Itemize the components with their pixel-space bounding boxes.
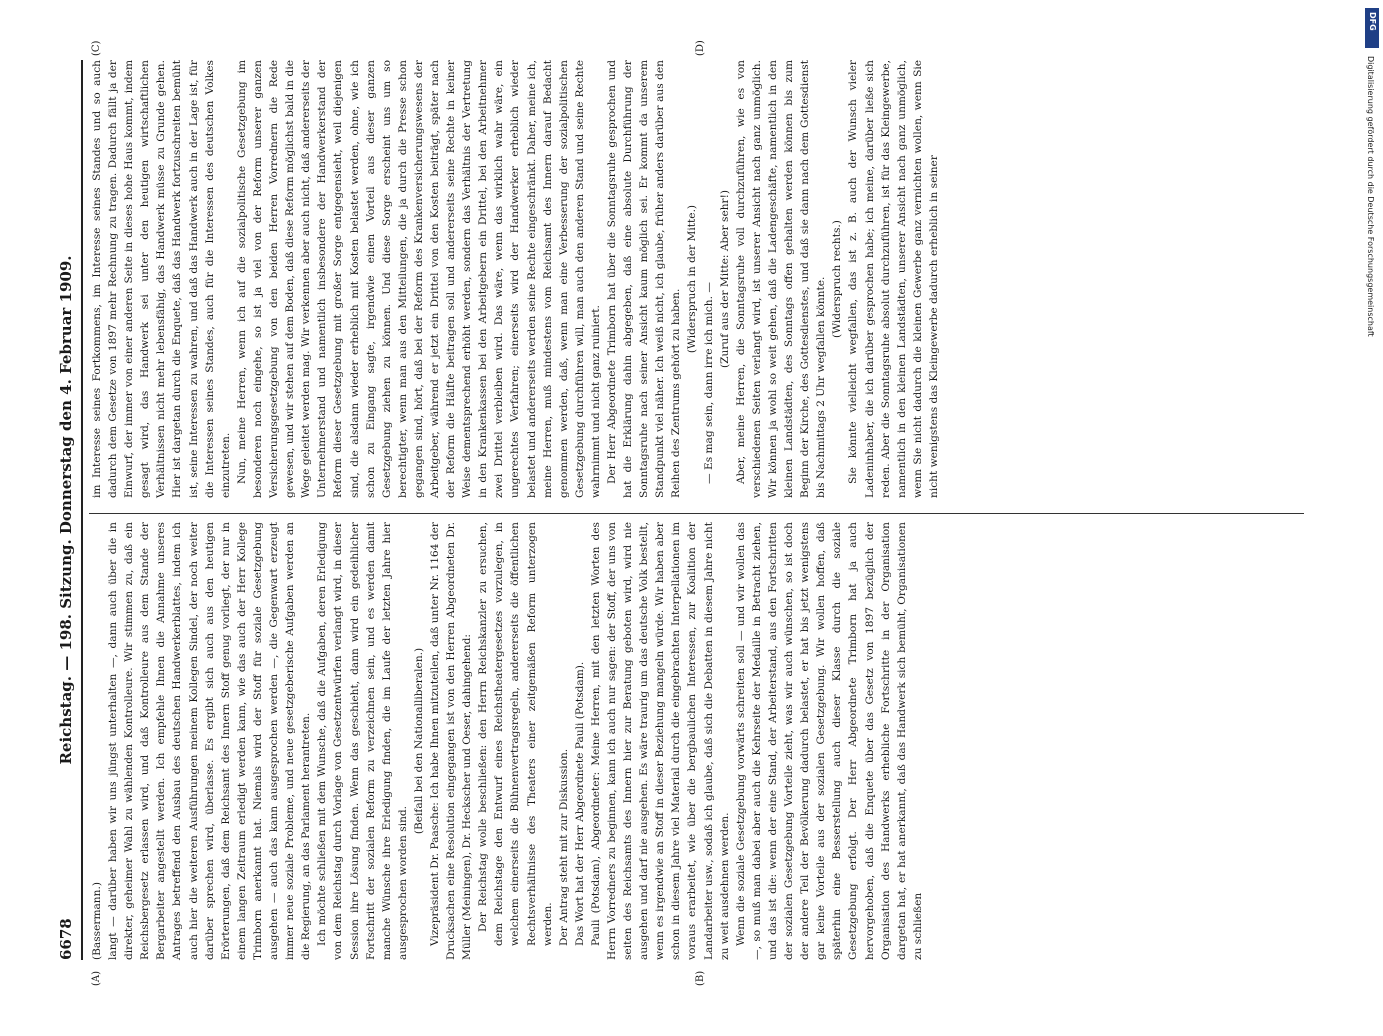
side-credit [1361,56,1377,1036]
paragraph: Ich möchte schließen mit dem Wunsche, daß die Aufgaben, deren Erledigung von dem Reichstag durch Vorlage von Gesetzentwürfen verlangt wird, in dieser Session ihre Lösung finden. Wenn das geschieht, dann wird ein gedeihlicher Fortschritt der sozialen Reform zu verzeichnen sein, und es werden damit manche Wünsche ihre Erledigung finden, die im Laufe der letzten Jahre hier ausgesprochen worden sind. [316,522,409,960]
resolution-text: Der Reichstag wolle beschließen: den Herrn Reichskanzler zu ersuchen, dem Reichstage den Entwurf eines Reichstheatergesetzes vorzulegen, in welchem einerseits die Bühnenvertragsregeln, andererseits die öffentlichen Rechtsverhältnisse des Theaters einer zeitgemäßen Reform unterzogen werden. [477,522,554,946]
running-title: Reichstag. — 198. Sitzung. Donnerstag den 4. Februar 1909. [57,255,75,765]
paragraph: Aber, meine Herren, die Sonntagsruhe voll durchzuführen, wie es von verschiedenen Seiten verlangt wird, ist unserer Ansicht nach ganz unmöglich. Wir können ja wohl so weit gehen, daß die Ladengeschäfte, namentlich in den kleinen Landstädten, des Sonntags offen gehalten werden können bis zum Beginn der Kirche, des Gottesdienstes, und daß sie dann nach dem Gottesdienst bis Nachmittags 2 Uhr wegfallen könnte. [734,60,828,498]
rotated-page [55,40,1310,986]
paragraph: — Es mag sein, dann irre ich mich. — [702,282,715,484]
dfg-logo: DFG [1365,8,1379,48]
margin-marker-b: (B) [695,970,706,986]
header-rule [81,60,83,960]
column-divider [89,513,1304,514]
left-column [89,522,926,960]
paragraph: Sie könnte vielleicht wegfallen, das ist z. B. auch der Wunsch vieler Ladeninhaber, die ich darüber gesprochen habe; ich meine, darüber ließe sich reden. Aber die Sonntagsruhe absolut durchzuführen, ist für das Kleingewerbe, namentlich in den kleinen Landstädten, unserer Ansicht nach ganz unmöglich, wenn Sie nicht dadurch die kleinen Gewerbe ganz vernichten wollen, wenn Sie nicht wenigstens das Kleingewerbe dadurch erheblich in seiner [847,60,940,498]
paragraph: Der Antrag steht mit zur Diskussion. [557,748,570,946]
right-column [89,60,942,498]
paragraph: langt — darüber haben wir uns jüngst unterhalten —, dann auch über die in direkter, geheimer Wahl zu wählenden Kontrolleure. Wir stimmen zu, daß ein Reichsbergesetz erlassen wird, und daß Kontrolleure aus dem Stande der Bergarbeiter angestellt werden. Ich empfehle Ihnen die Annahme unseres Antrages betreffend den Ausbau des deutschen Handwerkerblattes, indem ich auch hier die weiteren Ausführungen meinem Kollegen Sindel, der noch weiter darüber sprechen wird, überlasse. Es ergibt sich auch aus den heutigen Erörterungen, daß dem Reichsamt des Innern Stoff genug vorliegt, der nur in einem langen Zeitraum erledigt werden kann, wie das auch der Herr Kollege Trimborn anerkannt hat. Niemals wird der Stoff für soziale Gesetzgebung ausgehen — auch das kann ausgesprochen werden —, die Gegenwart erzeugt immer neue soziale Probleme, und neue gesetzgeberische Aufgaben werden an die Regierung, an das Parlament herantreten. [107,522,313,960]
interjection: (Beifall bei den Nationalliberalen.) [412,647,425,835]
paragraph: Das Wort hat der Herr Abgeordnete Pauli (Potsdam). [573,661,586,946]
margin-marker-c: (C) [91,40,102,56]
paragraph: Wenn die soziale Gesetzgebung vorwärts schreiten soll — und wir wollen das —, so muß man dabei aber auch die Kehrseite der Medaille in Betracht ziehen, und das ist die: wenn der eine Stand, der Arbeiterstand, aus den Fortschritten der sozialen Gesetzgebung Vorteile zieht, was wir auch wünschen, so ist doch der andere Teil der Bevölkerung dadurch belastet, er hat bis jetzt wenigstens gar keine Vorteile aus der sozialen Gesetzgebung. Wir wollen hoffen, daß späterhin eine Besserstellung auch dieser Klasse durch die soziale Gesetzgebung erfolgt. Der Herr Abgeordnete Trimborn hat ja auch hervorgehoben, daß die Enquete über das Gesetz von 1897 bezüglich der Organisation des Handwerks erhebliche Fortschritte in der Organisation dargetan hat, er hat anerkannt, daß das Handwerk sich bemüht, Organisationen zu schließen [734,522,924,960]
paragraph: im Interesse seines Fortkommens, im Interesse seines Standes und so auch dadurch dem Gesetze von 1897 mehr Rechnung zu tragen. Dadurch fällt ja der Einwurf, der immer von einer anderen Seite in dieses hohe Haus kommt, indem gesagt wird, das Handwerk sei unter den heutigen wirtschaftlichen Verhältnissen nicht mehr lebensfähig, das Handwerk müsse zu Grunde gehen. Hier ist dargetan durch die Enquete, daß das Handwerk fortzuschreiten bemüht ist, seine Interessen zu wahren, und daß das Handwerk auch in der Lage ist, für die Interessen seines Standes, auch für die Interessen des deutschen Volkes einzutreten. [91,60,232,498]
margin-marker-d: (D) [695,40,706,56]
interjection: (Widerspruch rechts.) [831,220,844,338]
speaker-note: (Bassermann.) [91,882,103,960]
interjection: (Widerspruch in der Mitte.) [686,204,699,354]
paragraph: Pauli (Potsdam), Abgeordneter: Meine Herren, mit den letzten Worten des Herrn Vorredners zu beginnen, kann ich auch nur sagen: der Stoff, der uns von seiten des Reichsamts des Innern hier zur Beratung geboten wird, wird nie ausgehen und darf nie ausgehen. Es wäre traurig um das deutsche Volk bestellt, wenn es irgendwie an Stoff in dieser Beziehung mangeln würde. Wir haben aber schon in diesem Jahre viel Material durch die eingebrachten Interpellationen im voraus erarbeitet, wie über die bergbaulichen Interessen, zur Koalition der Landarbeiter usw., sodaß ich glaube, daß sich die Debatten in diesem Jahre nicht zu weit ausdehnen werden. [589,522,731,960]
paragraph: Nun, meine Herren, wenn ich auf die sozialpolitische Gesetzgebung im besonderen noch eingehe, so ist ja viel von der Reform unserer ganzen Versicherungsgesetzgebung von den beiden Herren Vorrednern die Rede gewesen, und wir stehen auf dem Boden, daß diese Reform möglichst bald in die Wege geleitet werden mag. Wir verkennen aber auch nicht, daß andererseits der Unternehmerstand und namentlich insbesondere der Handwerkerstand der Reform dieser Gesetzgebung mit großer Sorge entgegensieht, weil diejenigen sind, die alsdann wieder erheblich mit Kosten belastet werden, ohne, wie ich schon zu Eingang sagte, irgendwie einen Vorteil aus dieser ganzen Gesetzgebung ziehen zu können. Und diese Sorge erscheint uns um so berechtigter, wenn man aus den Mitteilungen, die ja durch die Presse schon gegangen sind, hört, daß bei der Reform des Krankenversicherungswesens der Arbeitgeber, während er jetzt ein Drittel von den Kosten beiträgt, später nach der Reform die Hälfte beitragen soll und andererseits seine Rechte in keiner Weise dementsprechend erhöht werden, sondern das Verhältnis der Vertretung in den Krankenkassen bei den Arbeitgebern ein Drittel, bei den Arbeitnehmer zwei Drittel verbleiben wird. Das wäre, wenn das wirklich wahr wäre, ein ungerechtes Verfahren; einerseits wird der Handwerker erheblich wieder belastet und andererseits werden seine Rechte eingeschränkt. Daher, meine ich, meine Herren, muß mindestens vom Reichsamt des Innern darauf Bedacht genommen werden, daß, wenn man eine Verbesserung der sozialpolitischen Gesetzgebung durchführen will, man auch den anderen Stand und seine Rechte wahrnimmt und nicht ganz ruiniert. [235,60,602,498]
funding-note: Digitalisierung gefördert durch die Deutsche Forschungsgemeinschaft [1366,56,1375,337]
interjection: (Zuruf aus der Mitte: Aber sehr!) [718,190,731,368]
page-header [55,60,81,960]
paragraph: Vizepräsident Dr. Paasche: Ich habe Ihnen mitzuteilen, daß unter Nr. 1164 der Drucksachen eine Resolution eingegangen ist von den Herren Abgeordneten Dr. Müller (Meiningen), Dr. Heckscher und Oeser, dahingehend: [428,522,474,960]
margin-marker-a: (A) [91,970,102,986]
paragraph: Der Herr Abgeordnete Trimborn hat über die Sonntagsruhe gesprochen und hat die Erklärung dahin abgegeben, daß eine absolute Durchführung der Sonntagsruhe nach seiner Ansicht kaum möglich sei. Er kommt da unserem Standpunkt viel näher. Ich weiß nicht, ich glaube, früher anders darüber aus den Reihen des Zentrums gehört zu haben. [606,60,683,498]
page-number: 6678 [57,918,75,960]
